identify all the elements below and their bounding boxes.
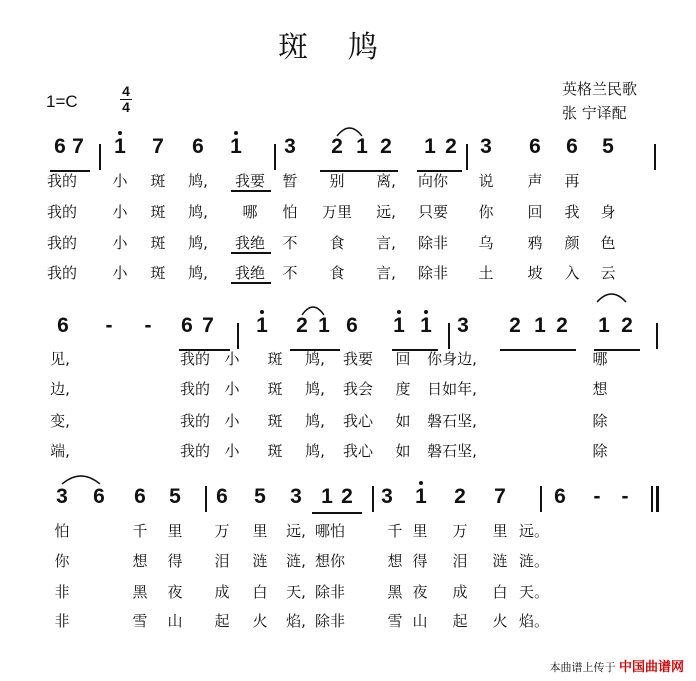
lyric-syllable: 我绝 [234, 264, 266, 282]
lyric-syllable: 除非 [314, 612, 346, 630]
lyric-syllable: 里 [252, 522, 268, 540]
note: 1 [356, 135, 368, 158]
lyric-syllable: 我心 [342, 412, 374, 430]
lyric-syllable: 坡 [527, 264, 543, 282]
lyric-syllable: 起 [452, 612, 468, 630]
lyric-syllable: 成 [452, 583, 468, 601]
lyric-syllable: 泪 [214, 552, 230, 570]
lyric-syllable: 我的 [179, 412, 211, 430]
song-title: 斑鸠 [278, 30, 418, 65]
lyric-syllable: 见, [50, 350, 70, 368]
slur [62, 476, 100, 484]
note: 6 [57, 314, 69, 337]
lyric-syllable: 想你 [314, 552, 346, 570]
lyric-syllable: 颜 [564, 234, 580, 252]
lyric-syllable: 山 [167, 612, 183, 630]
lyric-syllable: 我的 [46, 172, 78, 190]
lyric-syllable: 你 [54, 552, 70, 570]
note: 6 [192, 135, 204, 158]
lyric-syllable: 除非 [417, 234, 449, 252]
lyric-syllable: 鸠, [188, 264, 208, 282]
lyric-syllable: 鸠, [188, 172, 208, 190]
barline [656, 323, 658, 349]
lyric-syllable: 斑 [150, 264, 166, 282]
lyric-syllable: 斑 [267, 412, 283, 430]
lyric-syllable: 千 [132, 522, 148, 540]
note: 5 [254, 485, 266, 508]
lyric-syllable: 哪怕 [314, 522, 346, 540]
lyric-syllable: 你 [478, 203, 494, 221]
lyric-syllable: 小 [224, 412, 240, 430]
lyric-syllable: 斑 [267, 380, 283, 398]
lyric-syllable: 除 [592, 412, 608, 430]
lyric-syllable: 变, [50, 412, 70, 430]
note: 2 [621, 314, 633, 337]
lyric-syllable: 涟 [492, 552, 508, 570]
barline [651, 486, 653, 512]
lyric-syllable: 斑 [267, 350, 283, 368]
slur [597, 294, 626, 302]
note: 1 [420, 314, 432, 337]
lyric-syllable: 回 [395, 350, 411, 368]
lyric-syllable: 说 [478, 172, 494, 190]
arranger-credit: 张 宁译配 [562, 104, 627, 122]
lyric-syllable: 得 [167, 552, 183, 570]
note: 2 [509, 314, 521, 337]
lyric-syllable: 云 [600, 264, 616, 282]
lyric-syllable: 焰, [286, 612, 306, 630]
lyric-syllable: 向你 [417, 172, 449, 190]
note: 1 [598, 314, 610, 337]
note: 6 [93, 485, 105, 508]
note: - [621, 485, 629, 508]
note: 3 [480, 135, 492, 158]
note: 7 [494, 485, 506, 508]
lyric-syllable: 白 [252, 583, 268, 601]
note: 6 [566, 135, 578, 158]
note: 1 [256, 314, 268, 337]
lyric-syllable: 山 [412, 612, 428, 630]
lyric-syllable: 身 [600, 203, 616, 221]
note: 7 [152, 135, 164, 158]
lyric-syllable: 我的 [46, 234, 78, 252]
lyric-syllable: 除非 [314, 583, 346, 601]
lyric-syllable: 哪 [592, 350, 608, 368]
note: 6 [54, 135, 66, 158]
lyric-syllable: 涟 [252, 552, 268, 570]
lyric-syllable: 土 [478, 264, 494, 282]
lyric-syllable: 离, [376, 172, 396, 190]
lyric-syllable: 鸠, [188, 203, 208, 221]
barline [540, 486, 542, 512]
lyric-syllable: 言, [376, 234, 396, 252]
octave-dot [424, 310, 428, 314]
note: - [105, 314, 113, 337]
note: 3 [284, 135, 296, 158]
barline [274, 144, 276, 170]
lyric-syllable: 泪 [452, 552, 468, 570]
beam-underline [500, 349, 576, 351]
lyric-syllable: 鸠, [305, 442, 325, 460]
lyric-syllable: 除 [592, 442, 608, 460]
note: 7 [72, 135, 84, 158]
note: 1 [415, 485, 427, 508]
lyric-syllable: 成 [214, 583, 230, 601]
note: - [144, 314, 152, 337]
lyric-syllable: 远, [376, 203, 396, 221]
note: 2 [380, 135, 392, 158]
lyric-syllable: 你身边, [427, 350, 477, 368]
note: 3 [381, 485, 393, 508]
lyric-syllable: 不 [282, 264, 298, 282]
note: 5 [169, 485, 181, 508]
lyric-syllable: 小 [224, 350, 240, 368]
lyric-syllable: 我的 [46, 203, 78, 221]
note: 3 [56, 485, 68, 508]
lyric-syllable: 怕 [282, 203, 298, 221]
lyric-syllable: 夜 [412, 583, 428, 601]
lyric-syllable: 端, [50, 442, 70, 460]
lyric-syllable: 如 [395, 412, 411, 430]
lyric-syllable: 想 [132, 552, 148, 570]
octave-dot [397, 310, 401, 314]
barline [372, 486, 374, 512]
lyric-syllable: 雪 [132, 612, 148, 630]
lyric-syllable: 鸠, [305, 412, 325, 430]
note: 6 [554, 485, 566, 508]
lyric-syllable: 万 [214, 522, 230, 540]
site-logo: 中国曲谱网 [618, 660, 684, 675]
lyric-syllable: 白 [492, 583, 508, 601]
lyric-syllable: 夜 [167, 583, 183, 601]
lyric-syllable: 鸠, [305, 350, 325, 368]
octave-dot [118, 131, 122, 135]
note: 2 [341, 485, 353, 508]
lyric-syllable: 千 [387, 522, 403, 540]
lyric-syllable: 我的 [46, 264, 78, 282]
lyric-syllable: 哪 [242, 203, 258, 221]
melisma-underline [231, 252, 271, 254]
melisma-underline [231, 282, 271, 284]
lyric-syllable: 鸦 [527, 234, 543, 252]
note: 2 [331, 135, 343, 158]
barline [654, 144, 656, 170]
time-bottom: 4 [122, 99, 130, 115]
lyric-syllable: 除非 [417, 264, 449, 282]
lyric-syllable: 我 [564, 203, 580, 221]
lyric-syllable: 小 [224, 442, 240, 460]
note: 6 [181, 314, 193, 337]
lyric-syllable: 再 [564, 172, 580, 190]
lyric-syllable: 我要 [342, 350, 374, 368]
lyric-syllable: 如 [395, 442, 411, 460]
lyric-syllable: 斑 [267, 442, 283, 460]
lyric-syllable: 只要 [417, 203, 449, 221]
lyric-syllable: 小 [112, 203, 128, 221]
lyric-syllable: 边, [50, 380, 70, 398]
key-signature: 1=C [46, 92, 78, 111]
lyric-syllable: 暂 [282, 172, 298, 190]
note: 7 [202, 314, 214, 337]
octave-dot [234, 131, 238, 135]
barline [448, 323, 450, 349]
lyric-syllable: 回 [527, 203, 543, 221]
note: 1 [534, 314, 546, 337]
note: 1 [424, 135, 436, 158]
lyric-syllable: 万里 [321, 203, 353, 221]
lyric-syllable: 黑 [387, 583, 403, 601]
note: - [593, 485, 601, 508]
lyric-syllable: 我的 [179, 442, 211, 460]
note: 2 [296, 314, 308, 337]
lyric-syllable: 焰。 [518, 612, 550, 630]
barline [205, 486, 207, 512]
time-top: 4 [122, 83, 130, 99]
lyric-syllable: 天。 [518, 583, 550, 601]
octave-dot [260, 310, 264, 314]
lyric-syllable: 小 [112, 172, 128, 190]
note: 6 [134, 485, 146, 508]
lyric-syllable: 火 [252, 612, 268, 630]
barline [466, 144, 468, 170]
lyric-syllable: 别 [329, 172, 345, 190]
lyric-syllable: 火 [492, 612, 508, 630]
lyric-syllable: 斑 [150, 172, 166, 190]
lyric-syllable: 磐石坚, [427, 412, 477, 430]
lyric-syllable: 入 [564, 264, 580, 282]
note: 3 [290, 485, 302, 508]
lyric-syllable: 怕 [54, 522, 70, 540]
lyric-syllable: 涟。 [518, 552, 550, 570]
lyric-syllable: 斑 [150, 234, 166, 252]
barline [237, 323, 239, 349]
note: 1 [230, 135, 242, 158]
lyric-syllable: 黑 [132, 583, 148, 601]
lyric-syllable: 我绝 [234, 234, 266, 252]
note: 2 [454, 485, 466, 508]
note: 1 [393, 314, 405, 337]
beam-underline [312, 512, 362, 514]
lyric-syllable: 鸠, [188, 234, 208, 252]
lyric-syllable: 色 [600, 234, 616, 252]
lyric-syllable: 食 [329, 264, 345, 282]
note: 1 [321, 485, 333, 508]
lyric-syllable: 万 [452, 522, 468, 540]
footer-text: 本曲谱上传于 [549, 661, 616, 674]
footer [549, 656, 684, 675]
lyric-syllable: 我心 [342, 442, 374, 460]
lyric-syllable: 远。 [518, 522, 550, 540]
lyric-syllable: 我的 [179, 380, 211, 398]
lyric-syllable: 日如年, [427, 380, 477, 398]
lyric-syllable: 斑 [150, 203, 166, 221]
lyric-syllable: 声 [527, 172, 543, 190]
lyric-syllable: 想 [387, 552, 403, 570]
note: 1 [318, 314, 330, 337]
lyric-syllable: 起 [214, 612, 230, 630]
note: 6 [216, 485, 228, 508]
lyric-syllable: 远, [286, 522, 306, 540]
note: 1 [114, 135, 126, 158]
note: 6 [529, 135, 541, 158]
lyric-syllable: 食 [329, 234, 345, 252]
lyric-syllable: 涟, [286, 552, 306, 570]
lyric-syllable: 里 [167, 522, 183, 540]
note: 5 [602, 135, 614, 158]
lyric-syllable: 我会 [342, 380, 374, 398]
lyric-syllable: 想 [592, 380, 608, 398]
lyric-syllable: 小 [224, 380, 240, 398]
lyric-syllable: 里 [492, 522, 508, 540]
origin-credit: 英格兰民歌 [562, 80, 638, 98]
lyric-syllable: 小 [112, 234, 128, 252]
note: 2 [445, 135, 457, 158]
octave-dot [419, 481, 423, 485]
final-barline [656, 486, 659, 512]
lyric-syllable: 我要 [234, 172, 266, 190]
lyric-syllable: 天, [286, 583, 306, 601]
barline [99, 144, 101, 170]
lyric-syllable: 非 [54, 612, 70, 630]
lyric-syllable: 我的 [179, 350, 211, 368]
lyric-syllable: 度 [395, 380, 411, 398]
lyric-syllable: 雪 [387, 612, 403, 630]
lyric-syllable: 里 [412, 522, 428, 540]
melisma-underline [231, 190, 271, 192]
lyric-syllable: 鸠, [305, 380, 325, 398]
lyric-syllable: 非 [54, 583, 70, 601]
lyric-syllable: 乌 [478, 234, 494, 252]
lyric-syllable: 磐石坚, [427, 442, 477, 460]
note: 2 [556, 314, 568, 337]
lyric-syllable: 言, [376, 264, 396, 282]
note: 6 [346, 314, 358, 337]
note: 3 [457, 314, 469, 337]
lyric-syllable: 不 [282, 234, 298, 252]
lyric-syllable: 小 [112, 264, 128, 282]
lyric-syllable: 得 [412, 552, 428, 570]
